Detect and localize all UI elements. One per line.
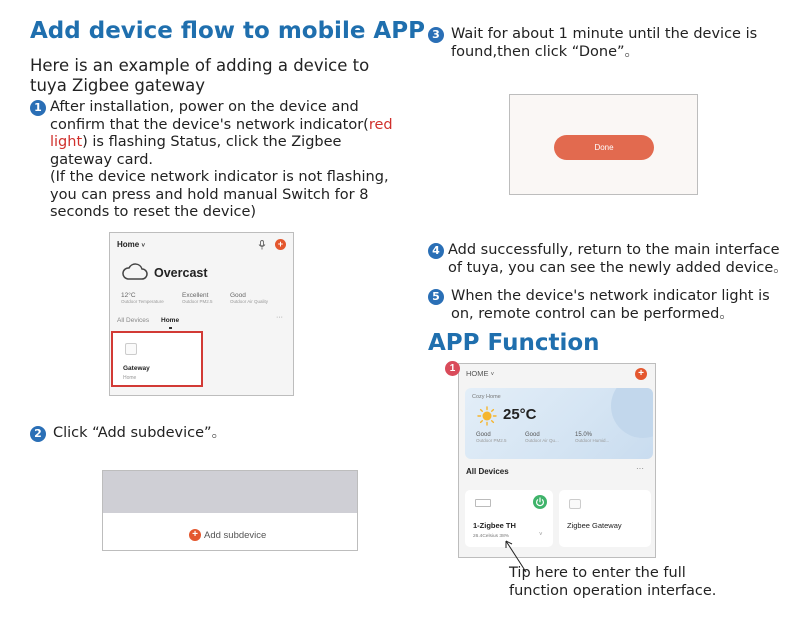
step-1-note: (If the device network indicator is not flashing, you can press and hold manual Switch for 8 seconds to reset the device) — [50, 169, 389, 220]
add-device-icon[interactable]: + — [275, 239, 286, 250]
gateway-device-icon — [125, 343, 137, 355]
step-number-2: 2 — [30, 426, 46, 442]
tab-indicator — [169, 327, 172, 329]
humidity-label: Outdoor Humid... — [575, 438, 610, 443]
step-2 — [30, 425, 226, 443]
step-3 — [428, 26, 763, 61]
decorative-circle — [611, 388, 653, 438]
step-number-1: 1 — [30, 100, 46, 116]
add-subdevice-label: Add subdevice — [204, 529, 267, 541]
tab-home[interactable]: Home — [161, 317, 180, 324]
air-quality-value: Good — [525, 432, 540, 438]
tab-all-devices[interactable]: All Devices — [117, 317, 150, 324]
weather-label: Overcast — [154, 266, 208, 280]
sun-icon — [477, 406, 497, 426]
weather-card — [465, 388, 653, 459]
device-status-th: 26.4Celsius 38% — [473, 534, 509, 539]
temperature-value: 12°C — [121, 292, 136, 299]
step-1-text-b: ) is flashing Status, click the Zigbee gateway card. — [50, 134, 342, 168]
gateway-card[interactable] — [111, 331, 203, 387]
device-card-gateway[interactable] — [559, 490, 651, 547]
cozy-home-label: Cozy Home — [472, 394, 501, 400]
more-icon[interactable]: ··· — [636, 464, 644, 473]
step-number-3: 3 — [428, 27, 444, 43]
done-screen-panel — [509, 94, 698, 195]
step-1 — [30, 99, 395, 222]
page-title: Add device flow to mobile APP — [30, 18, 425, 44]
chevron-down-icon: ˅ — [141, 243, 145, 249]
device-name-th: 1-Zigbee TH — [473, 521, 516, 530]
power-icon[interactable] — [533, 495, 547, 509]
step-5-text: When the device's network indicator light is on, remote control can be performed。 — [451, 288, 770, 322]
home-label[interactable]: Home — [117, 240, 140, 249]
plus-circle-icon: + — [189, 529, 201, 541]
temperature-label: Outdoor Temperature — [121, 299, 164, 304]
temperature-value: 25°C — [503, 406, 537, 423]
gateway-device-icon — [569, 499, 581, 509]
sensor-device-icon — [475, 499, 491, 507]
home-screen-panel — [109, 232, 294, 396]
step-4 — [428, 242, 788, 277]
intro-text: Here is an example of adding a device to tuya Zigbee gateway — [30, 56, 370, 95]
step-2-text: Click “Add subdevice”。 — [53, 425, 227, 441]
panel-header — [103, 471, 358, 513]
pm-label: Outdoor PM2.5 — [182, 299, 213, 304]
add-device-icon[interactable]: + — [635, 368, 647, 380]
step-3-text: Wait for about 1 minute until the device is found,then click “Done”。 — [451, 26, 758, 60]
air-quality-label: Outdoor Air Quality — [230, 299, 269, 304]
home-dropdown-label[interactable]: HOME — [466, 369, 489, 378]
more-icon[interactable]: ··· — [276, 314, 283, 321]
tip-text: Tip here to enter the full function operation interface. — [509, 565, 717, 599]
device-name-gateway: Zigbee Gateway — [567, 521, 622, 530]
gateway-device-room: Home — [123, 375, 137, 381]
app-function-title: APP Function — [428, 330, 600, 356]
chevron-down-icon: ˅ — [490, 372, 495, 378]
add-subdevice-panel — [102, 470, 358, 551]
air-quality-label: Outdoor Air Qu... — [525, 438, 559, 443]
done-button[interactable]: Done — [554, 135, 654, 160]
cloud-icon — [122, 263, 148, 281]
app-function-panel — [458, 363, 656, 558]
step-1-red-text: red light — [50, 116, 393, 150]
expand-icon[interactable]: ˅ — [539, 532, 543, 538]
pm-value: Good — [476, 432, 491, 438]
air-quality-value: Good — [230, 292, 246, 299]
pm-value: Excellent — [182, 292, 209, 299]
microphone-icon[interactable] — [258, 240, 266, 250]
gateway-device-name: Gateway — [123, 365, 150, 372]
humidity-value: 15.0% — [575, 432, 593, 438]
add-subdevice-button[interactable] — [189, 529, 266, 541]
step-number-5: 5 — [428, 289, 444, 305]
all-devices-label: All Devices — [466, 467, 509, 476]
step-number-4: 4 — [428, 243, 444, 259]
step-1-text-a: After installation, power on the device and confirm that the device's network indicator( — [50, 99, 369, 133]
step-5 — [428, 288, 790, 323]
pm-label: Outdoor PM2.5 — [476, 438, 507, 443]
step-4-text: Add successfully, return to the main interface of tuya, you can see the newly added device。 — [448, 242, 788, 276]
step-badge: 1 — [445, 361, 460, 376]
